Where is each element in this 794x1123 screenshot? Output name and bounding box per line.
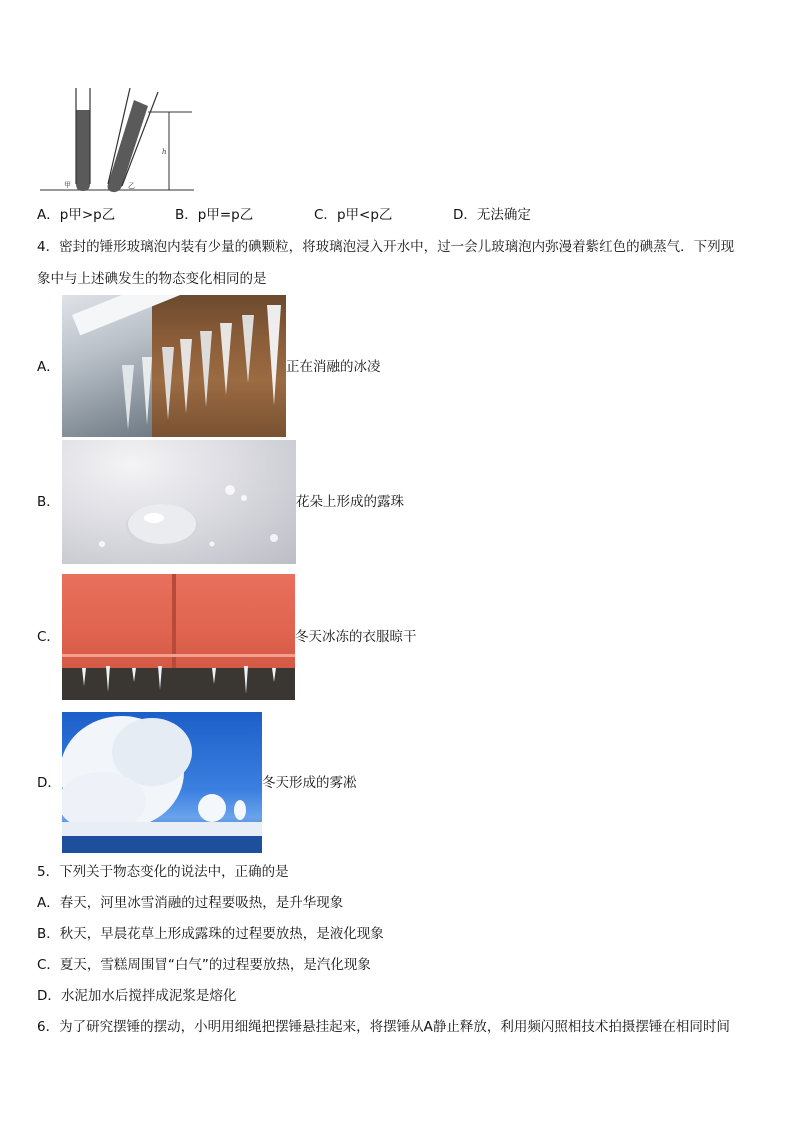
rime-tree-photo xyxy=(62,712,262,853)
q3-option-b: B．p甲=p乙 xyxy=(175,207,254,223)
q3-option-d: D．无法确定 xyxy=(453,207,531,223)
q4-option-d-caption: 冬天形成的雾凇 xyxy=(262,775,357,791)
q5-option-c: C．夏天，雪糕周围冒“白气”的过程要放热，是汽化现象 xyxy=(37,957,371,973)
q4-option-c-caption: 冬天冰冻的衣服晾干 xyxy=(295,629,417,645)
q4-option-b-letter: B． xyxy=(37,494,60,510)
q5-option-d: D．水泥加水后搅拌成泥浆是熔化 xyxy=(37,988,237,1004)
label-jia: 甲 xyxy=(64,181,71,189)
q4-stem-line1: 4．密封的锤形玻璃泡内装有少量的碘颗粒，将玻璃泡浸入开水中，过一会儿玻璃泡内弥漫着紫红色的碘蒸气．下列现 xyxy=(37,239,735,255)
q3-option-d-text: 无法确定 xyxy=(476,207,531,223)
q3-option-c-text: p甲<p乙 xyxy=(336,207,393,223)
q4-option-c-letter: C． xyxy=(37,629,60,645)
label-yi: 乙 xyxy=(128,182,135,190)
icicles-photo xyxy=(62,295,286,437)
q4-option-a-caption: 正在消融的冰凌 xyxy=(286,359,381,375)
q3-option-b-text: p甲=p乙 xyxy=(197,207,254,223)
q5-stem: 5．下列关于物态变化的说法中，正确的是 xyxy=(37,864,289,880)
tube-yi xyxy=(108,88,158,192)
q4-stem-line2: 象中与上述碘发生的物态变化相同的是 xyxy=(37,271,267,287)
q3-option-a-text: p甲>p乙 xyxy=(59,207,116,223)
q3-option-c: C．p甲<p乙 xyxy=(314,207,393,223)
q3-option-a: A．p甲>p乙 xyxy=(37,207,116,223)
q5-option-a: A．春天，河里冰雪消融的过程要吸热，是升华现象 xyxy=(37,895,344,911)
q6-stem: 6．为了研究摆锤的摆动，小明用细绳把摆锤悬挂起来，将摆锤从A静止释放，利用频闪照相技术拍摄摆锤在相同时间 xyxy=(37,1019,730,1035)
label-h: h xyxy=(162,148,167,156)
q4-option-a-letter: A． xyxy=(37,359,60,375)
q4-option-d-letter: D． xyxy=(37,775,61,791)
q4-option-b-caption: 花朵上形成的露珠 xyxy=(296,494,404,510)
tube-diagram xyxy=(36,84,198,196)
q5-option-b: B．秋天，早晨花草上形成露珠的过程要放热，是液化现象 xyxy=(37,926,384,942)
dewdrop-photo xyxy=(62,440,296,564)
frozen-clothes-photo xyxy=(62,574,295,700)
tube-jia xyxy=(76,88,90,191)
